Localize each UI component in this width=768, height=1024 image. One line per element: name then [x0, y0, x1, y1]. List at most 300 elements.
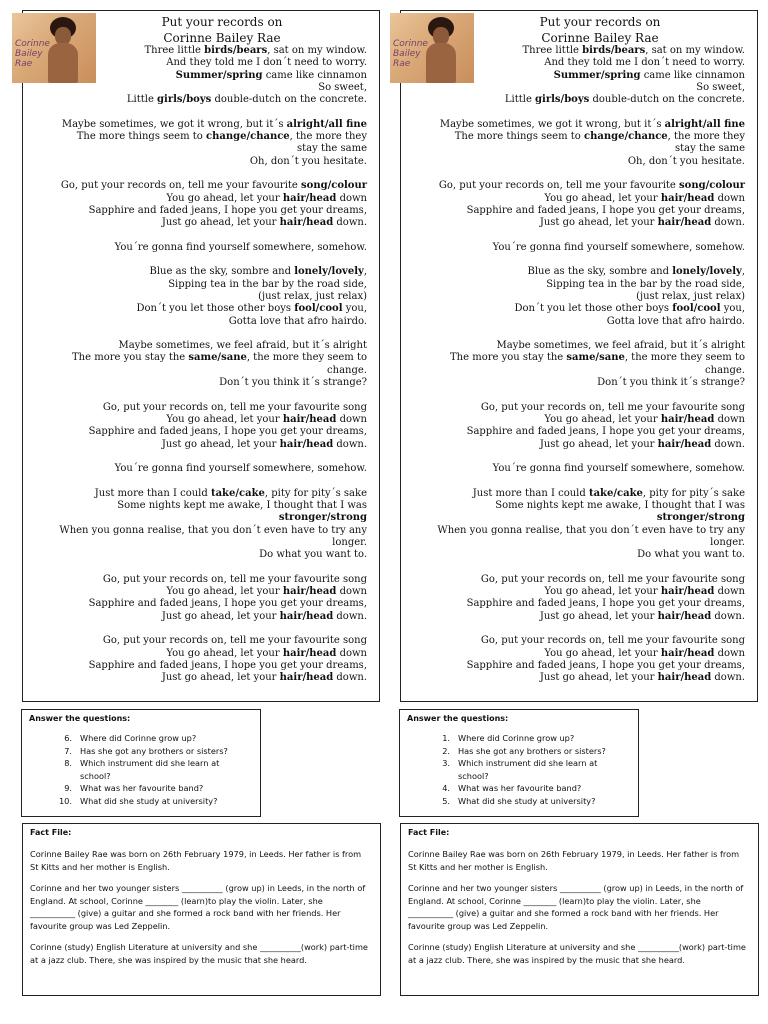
- lyric-text: You´re gonna find yourself somewhere, somehow.: [492, 463, 745, 475]
- word-choice: hair/head: [660, 413, 715, 425]
- lyric-line: [27, 316, 367, 328]
- lyric-text: down.: [711, 672, 745, 684]
- lyric-line: [27, 45, 367, 57]
- word-choice: stronger/strong: [656, 512, 745, 524]
- word-choice: fool/cool: [672, 303, 721, 315]
- word-choice: stronger/strong: [278, 512, 367, 524]
- lyric-line: [27, 377, 367, 389]
- lyric-text: Oh, don´t you hesitate.: [249, 155, 367, 167]
- lyric-text: Go, put your records on, tell me your favourite song: [102, 573, 367, 585]
- lyric-text: down: [714, 647, 745, 659]
- lyric-text: ,: [363, 266, 367, 278]
- lyric-text: down: [714, 192, 745, 204]
- question-item: [30, 795, 252, 808]
- lyric-text: Just go ahead, let your: [161, 217, 280, 229]
- song-title-line: Put your records on: [539, 15, 661, 29]
- word-choice: song/colour: [301, 180, 367, 192]
- lyric-text: You go ahead, let your: [166, 647, 283, 659]
- questions-box-right: [399, 709, 639, 817]
- lyric-line: [27, 291, 367, 303]
- stanza-break: [27, 623, 367, 635]
- lyrics-sheet-left: [15, 10, 380, 702]
- lyric-line: [27, 635, 367, 647]
- lyric-line: [405, 463, 745, 475]
- word-choice: hair/head: [657, 672, 712, 684]
- lyric-line: [27, 94, 367, 106]
- lyric-line: [405, 156, 745, 168]
- lyric-line: [27, 574, 367, 586]
- lyric-text: You´re gonna find yourself somewhere, somehow.: [492, 241, 745, 253]
- lyric-text: down: [336, 647, 367, 659]
- artist-name: Corinne Bailey Rae: [163, 31, 281, 45]
- lyric-line: [27, 119, 367, 131]
- stanza-break: [27, 168, 367, 180]
- lyric-line: [27, 217, 367, 229]
- lyric-text: Three little: [522, 45, 583, 56]
- lyric-line: [405, 266, 745, 278]
- lyric-line: [405, 648, 745, 660]
- lyric-text: down: [714, 413, 745, 425]
- fact-paragraph: Corinne Bailey Rae was born on 26th February 1979, in Leeds. Her father is from St Kitts and her mother is English.: [408, 849, 740, 872]
- word-choice: hair/head: [282, 413, 337, 425]
- lyric-text: You´re gonna find yourself somewhere, somehow.: [114, 463, 367, 475]
- questions-heading: Answer the questions:: [29, 714, 131, 723]
- fact-file-heading: Fact File:: [30, 828, 72, 837]
- question-text: Which instrument did she learn at school?: [458, 758, 598, 781]
- lyric-text: Don´t you think it´s strange?: [597, 377, 745, 389]
- lyric-line: [405, 377, 745, 389]
- questions-list: [408, 732, 630, 807]
- question-text: Where did Corinne grow up?: [80, 733, 197, 743]
- stanza-break: [27, 451, 367, 463]
- word-choice: hair/head: [657, 217, 712, 229]
- lyric-line: [27, 279, 367, 291]
- lyric-text: Some nights kept me awake, I thought that I was: [495, 499, 745, 511]
- lyric-text: (just relax, just relax): [258, 290, 367, 302]
- lyric-line: [27, 242, 367, 254]
- stanza-break: [27, 475, 367, 487]
- lyric-text: You go ahead, let your: [544, 192, 661, 204]
- question-text: Has she got any brothers or sisters?: [80, 745, 228, 756]
- lyric-line: [405, 217, 745, 229]
- lyric-text: Sapphire and faded jeans, I hope you get your dreams,: [466, 426, 745, 438]
- lyric-line: [27, 414, 367, 426]
- lyric-line: [405, 402, 745, 414]
- lyric-text: Oh, don´t you hesitate.: [627, 155, 745, 167]
- question-number: 5.: [442, 795, 450, 806]
- question-item: [30, 732, 252, 745]
- lyric-text: down.: [711, 217, 745, 229]
- lyric-text: Some nights kept me awake, I thought that I was: [117, 499, 367, 511]
- questions-heading: Answer the questions:: [407, 714, 509, 723]
- lyric-text: down.: [333, 438, 367, 450]
- lyric-line: [27, 352, 367, 364]
- lyric-text: Maybe sometimes, we feel afraid, but it´s alright: [496, 340, 745, 352]
- lyric-line: [27, 439, 367, 451]
- fact-file-left: [22, 823, 381, 996]
- lyric-line: [27, 365, 367, 377]
- lyric-text: , the more they seem to: [246, 352, 367, 364]
- word-choice: Summer/spring: [175, 69, 263, 81]
- lyric-line: [27, 512, 367, 524]
- question-item: [30, 782, 252, 795]
- question-item: [30, 745, 252, 758]
- stanza-break: [405, 475, 745, 487]
- question-number: 7.: [64, 745, 72, 756]
- lyric-text: Sapphire and faded jeans, I hope you get your dreams,: [466, 659, 745, 671]
- stanza-break: [405, 254, 745, 266]
- lyric-line: [405, 512, 745, 524]
- question-number: 4.: [442, 783, 450, 793]
- question-text: What was her favourite band?: [458, 783, 582, 793]
- lyric-text: Sapphire and faded jeans, I hope you get your dreams,: [466, 598, 745, 610]
- lyric-text: Just go ahead, let your: [539, 672, 658, 684]
- lyric-text: Don´t you let those other boys: [514, 303, 673, 315]
- lyric-text: down.: [333, 217, 367, 229]
- lyric-line: [27, 660, 367, 672]
- lyric-line: [27, 340, 367, 352]
- fact-file-body: [408, 848, 748, 975]
- stanza-break: [27, 328, 367, 340]
- word-choice: birds/bears: [204, 45, 268, 56]
- lyric-line: [27, 488, 367, 500]
- question-text: Where did Corinne grow up?: [458, 733, 575, 743]
- lyric-line: [27, 500, 367, 512]
- lyric-text: down: [336, 586, 367, 598]
- lyric-line: [405, 660, 745, 672]
- lyric-text: Sipping tea in the bar by the road side,: [168, 278, 367, 290]
- stanza-break: [27, 561, 367, 573]
- question-item: [408, 795, 630, 808]
- lyric-text: When you gonna realise, that you don´t even have to try any: [437, 524, 745, 536]
- lyric-text: (just relax, just relax): [636, 290, 745, 302]
- lyric-line: [27, 180, 367, 192]
- word-choice: same/sane: [188, 352, 247, 364]
- lyric-line: [27, 611, 367, 623]
- lyric-text: , the more they seem to: [624, 352, 745, 364]
- lyric-text: Just go ahead, let your: [539, 217, 658, 229]
- lyric-text: Go, put your records on, tell me your favourite song: [480, 401, 745, 413]
- stanza-break: [27, 254, 367, 266]
- lyric-line: [405, 611, 745, 623]
- fact-file-body: [30, 848, 370, 975]
- lyric-text: down: [336, 192, 367, 204]
- lyric-text: Go, put your records on, tell me your favourite song: [480, 573, 745, 585]
- question-text: Which instrument did she learn at school?: [80, 758, 220, 781]
- lyric-text: You go ahead, let your: [544, 647, 661, 659]
- lyric-line: [27, 549, 367, 561]
- lyric-text: Go, put your records on, tell me your favourite: [438, 180, 680, 192]
- song-title-line: Put your records on: [161, 15, 283, 29]
- lyric-text: , sat on my window.: [267, 45, 367, 56]
- stanza-break: [405, 561, 745, 573]
- lyric-line: [405, 537, 745, 549]
- lyric-text: Don´t you let those other boys: [136, 303, 295, 315]
- lyric-line: [405, 193, 745, 205]
- word-choice: hair/head: [282, 647, 337, 659]
- lyric-text: Just more than I could: [472, 487, 589, 499]
- lyric-line: [27, 672, 367, 684]
- lyric-text: Go, put your records on, tell me your favourite song: [102, 401, 367, 413]
- word-choice: birds/bears: [582, 45, 646, 56]
- lyric-line: [27, 156, 367, 168]
- lyric-text: Don´t you think it´s strange?: [219, 377, 367, 389]
- lyric-text: came like cinnamon: [640, 69, 745, 81]
- lyric-text: down.: [711, 438, 745, 450]
- lyric-text: You go ahead, let your: [166, 192, 283, 204]
- lyric-line: [27, 303, 367, 315]
- lyric-text: down: [336, 413, 367, 425]
- lyric-line: [405, 598, 745, 610]
- song-title: [142, 14, 302, 46]
- lyric-line: [405, 70, 745, 82]
- lyric-line: [405, 574, 745, 586]
- lyric-line: [27, 426, 367, 438]
- word-choice: hair/head: [279, 672, 334, 684]
- question-item: [408, 757, 630, 782]
- word-choice: hair/head: [279, 610, 334, 622]
- lyric-text: You go ahead, let your: [166, 413, 283, 425]
- questions-list: [30, 732, 252, 807]
- lyric-text: Maybe sometimes, we got it wrong, but it´s: [439, 118, 665, 130]
- lyric-text: double-dutch on the concrete.: [211, 94, 367, 106]
- word-choice: hair/head: [657, 438, 712, 450]
- lyric-text: , the more they: [667, 131, 745, 143]
- stanza-break: [405, 451, 745, 463]
- stanza-break: [405, 623, 745, 635]
- fact-file-right: [400, 823, 759, 996]
- word-choice: hair/head: [660, 586, 715, 598]
- lyric-line: [405, 672, 745, 684]
- lyric-text: Just go ahead, let your: [539, 610, 658, 622]
- lyric-line: [405, 365, 745, 377]
- lyric-line: [27, 648, 367, 660]
- word-choice: hair/head: [279, 438, 334, 450]
- word-choice: lonely/lovely: [294, 266, 364, 278]
- lyric-text: The more you stay the: [72, 352, 189, 364]
- lyric-line: [405, 426, 745, 438]
- word-choice: take/cake: [210, 487, 265, 499]
- lyric-text: You go ahead, let your: [544, 586, 661, 598]
- lyric-text: You go ahead, let your: [166, 586, 283, 598]
- fact-paragraph: Corinne (study) English Literature at university and she __________(work) part-time at a jazz club. There, she was inspired by the music that she heard.: [30, 942, 368, 965]
- lyrics-sheet-right: [393, 10, 758, 702]
- lyric-text: You go ahead, let your: [544, 413, 661, 425]
- lyric-line: [405, 180, 745, 192]
- lyric-text: ,: [741, 266, 745, 278]
- lyric-text: Sapphire and faded jeans, I hope you get your dreams,: [88, 204, 367, 216]
- word-choice: hair/head: [279, 217, 334, 229]
- word-choice: fool/cool: [294, 303, 343, 315]
- lyric-text: The more things seem to: [76, 131, 206, 143]
- lyric-text: Go, put your records on, tell me your favourite: [60, 180, 302, 192]
- lyric-text: Just go ahead, let your: [161, 672, 280, 684]
- lyric-text: When you gonna realise, that you don´t even have to try any: [59, 524, 367, 536]
- lyrics-lines: [27, 45, 367, 684]
- question-item: [408, 745, 630, 758]
- lyric-text: down.: [333, 610, 367, 622]
- question-number: 9.: [64, 783, 72, 793]
- lyric-text: Go, put your records on, tell me your favourite song: [480, 635, 745, 647]
- lyric-line: [405, 242, 745, 254]
- lyric-text: Three little: [144, 45, 205, 56]
- stanza-break: [405, 106, 745, 118]
- lyric-text: you,: [720, 303, 745, 315]
- lyric-line: [405, 205, 745, 217]
- lyric-line: [405, 131, 745, 143]
- song-title: [520, 14, 680, 46]
- lyric-text: Just more than I could: [94, 487, 211, 499]
- lyric-line: [27, 525, 367, 537]
- word-choice: lonely/lovely: [672, 266, 742, 278]
- question-item: [408, 732, 630, 745]
- lyric-text: Sipping tea in the bar by the road side,: [546, 278, 745, 290]
- lyric-text: You´re gonna find yourself somewhere, somehow.: [114, 241, 367, 253]
- questions-box-left: [21, 709, 261, 817]
- stanza-break: [405, 229, 745, 241]
- question-number: 2.: [442, 745, 450, 756]
- lyrics-lines: [405, 45, 745, 684]
- lyric-text: And they told me I don´t need to worry.: [166, 57, 367, 69]
- lyric-line: [405, 119, 745, 131]
- word-choice: hair/head: [282, 586, 337, 598]
- artist-name: Corinne Bailey Rae: [541, 31, 659, 45]
- lyric-text: Gotta love that afro hairdo.: [606, 315, 745, 327]
- lyric-text: , sat on my window.: [645, 45, 745, 56]
- stanza-break: [27, 229, 367, 241]
- lyric-text: down.: [333, 672, 367, 684]
- lyric-text: Do what you want to.: [259, 549, 367, 561]
- lyric-text: Just go ahead, let your: [161, 438, 280, 450]
- lyric-line: [405, 635, 745, 647]
- lyric-text: Sapphire and faded jeans, I hope you get your dreams,: [88, 598, 367, 610]
- cover-artist-text: Corinne Bailey Rae: [15, 39, 50, 69]
- lyric-line: [27, 266, 367, 278]
- word-choice: song/colour: [679, 180, 745, 192]
- word-choice: change/chance: [583, 131, 668, 143]
- lyric-line: [27, 205, 367, 217]
- question-text: Has she got any brothers or sisters?: [458, 745, 606, 756]
- fact-paragraph: Corinne (study) English Literature at university and she __________(work) part-time at a jazz club. There, she was inspired by the music that she heard.: [408, 942, 746, 965]
- lyric-text: Blue as the sky, sombre and: [149, 266, 295, 278]
- lyric-text: , pity for pity´s sake: [264, 487, 367, 499]
- lyric-text: down: [714, 586, 745, 598]
- question-text: What did she study at university?: [458, 795, 596, 806]
- word-choice: girls/boys: [535, 94, 590, 106]
- lyric-line: [405, 414, 745, 426]
- fact-paragraph: Corinne and her two younger sisters __________ (grow up) in Leeds, in the north of England. At school, Corinne ________ (learn)to play the violin. Later, she ___________ (give) a guitar and she formed a rock band with her friends. Her favourite group was Led Zeppelin.: [408, 883, 744, 931]
- lyric-text: , the more they: [289, 131, 367, 143]
- lyric-line: [405, 549, 745, 561]
- lyric-line: [405, 525, 745, 537]
- word-choice: alright/all fine: [286, 118, 367, 130]
- question-text: What did she study at university?: [80, 795, 218, 806]
- lyric-line: [405, 340, 745, 352]
- lyric-text: down.: [711, 610, 745, 622]
- lyric-line: [405, 291, 745, 303]
- question-number: 8.: [64, 758, 72, 768]
- lyric-text: Blue as the sky, sombre and: [527, 266, 673, 278]
- lyric-line: [405, 57, 745, 69]
- word-choice: hair/head: [282, 192, 337, 204]
- lyric-line: [405, 82, 745, 94]
- lyric-text: Little: [126, 94, 158, 106]
- lyric-text: Go, put your records on, tell me your favourite song: [102, 635, 367, 647]
- lyric-text: Just go ahead, let your: [539, 438, 658, 450]
- lyric-text: The more things seem to: [454, 131, 584, 143]
- lyric-line: [27, 598, 367, 610]
- lyric-text: Sapphire and faded jeans, I hope you get your dreams,: [88, 426, 367, 438]
- question-number: 6.: [64, 733, 72, 743]
- lyric-text: , pity for pity´s sake: [642, 487, 745, 499]
- lyric-line: [27, 193, 367, 205]
- lyric-line: [27, 131, 367, 143]
- word-choice: hair/head: [657, 610, 712, 622]
- question-item: [30, 757, 252, 782]
- word-choice: hair/head: [660, 647, 715, 659]
- word-choice: alright/all fine: [664, 118, 745, 130]
- stanza-break: [405, 389, 745, 401]
- word-choice: hair/head: [660, 192, 715, 204]
- stanza-break: [27, 389, 367, 401]
- question-item: [408, 782, 630, 795]
- fact-paragraph: Corinne and her two younger sisters __________ (grow up) in Leeds, in the north of England. At school, Corinne ________ (learn)to play the violin. Later, she ___________ (give) a guitar and she formed a rock band with her friends. Her favourite group was Led Zeppelin.: [30, 883, 366, 931]
- question-number: 1.: [442, 733, 450, 743]
- word-choice: girls/boys: [157, 94, 212, 106]
- lyric-line: [27, 82, 367, 94]
- lyric-text: So sweet,: [696, 81, 745, 93]
- question-number: 10.: [58, 795, 72, 806]
- question-number: 3.: [442, 758, 450, 768]
- word-choice: same/sane: [566, 352, 625, 364]
- lyric-line: [27, 537, 367, 549]
- lyric-line: [27, 57, 367, 69]
- cover-artist-text: Corinne Bailey Rae: [393, 39, 428, 69]
- stanza-break: [405, 168, 745, 180]
- word-choice: take/cake: [588, 487, 643, 499]
- lyric-line: [27, 143, 367, 155]
- lyric-text: And they told me I don´t need to worry.: [544, 57, 745, 69]
- lyric-line: [27, 463, 367, 475]
- lyric-text: Sapphire and faded jeans, I hope you get your dreams,: [88, 659, 367, 671]
- lyric-text: double-dutch on the concrete.: [589, 94, 745, 106]
- lyric-text: Gotta love that afro hairdo.: [228, 315, 367, 327]
- lyric-text: Do what you want to.: [637, 549, 745, 561]
- lyric-line: [27, 402, 367, 414]
- lyric-text: came like cinnamon: [262, 69, 367, 81]
- lyric-text: Just go ahead, let your: [161, 610, 280, 622]
- question-text: What was her favourite band?: [80, 783, 204, 793]
- lyric-text: stay the same: [675, 143, 745, 155]
- lyric-text: change.: [327, 364, 367, 376]
- lyric-line: [405, 500, 745, 512]
- lyric-line: [405, 143, 745, 155]
- lyric-line: [405, 488, 745, 500]
- lyric-text: So sweet,: [318, 81, 367, 93]
- lyric-text: The more you stay the: [450, 352, 567, 364]
- lyric-line: [405, 303, 745, 315]
- stanza-break: [27, 106, 367, 118]
- lyric-line: [405, 352, 745, 364]
- word-choice: change/chance: [205, 131, 290, 143]
- fact-file-heading: Fact File:: [408, 828, 450, 837]
- stanza-break: [405, 328, 745, 340]
- lyric-text: Maybe sometimes, we feel afraid, but it´s alright: [118, 340, 367, 352]
- lyric-text: change.: [705, 364, 745, 376]
- lyric-line: [405, 316, 745, 328]
- lyric-text: longer.: [710, 536, 745, 548]
- lyric-text: Sapphire and faded jeans, I hope you get your dreams,: [466, 204, 745, 216]
